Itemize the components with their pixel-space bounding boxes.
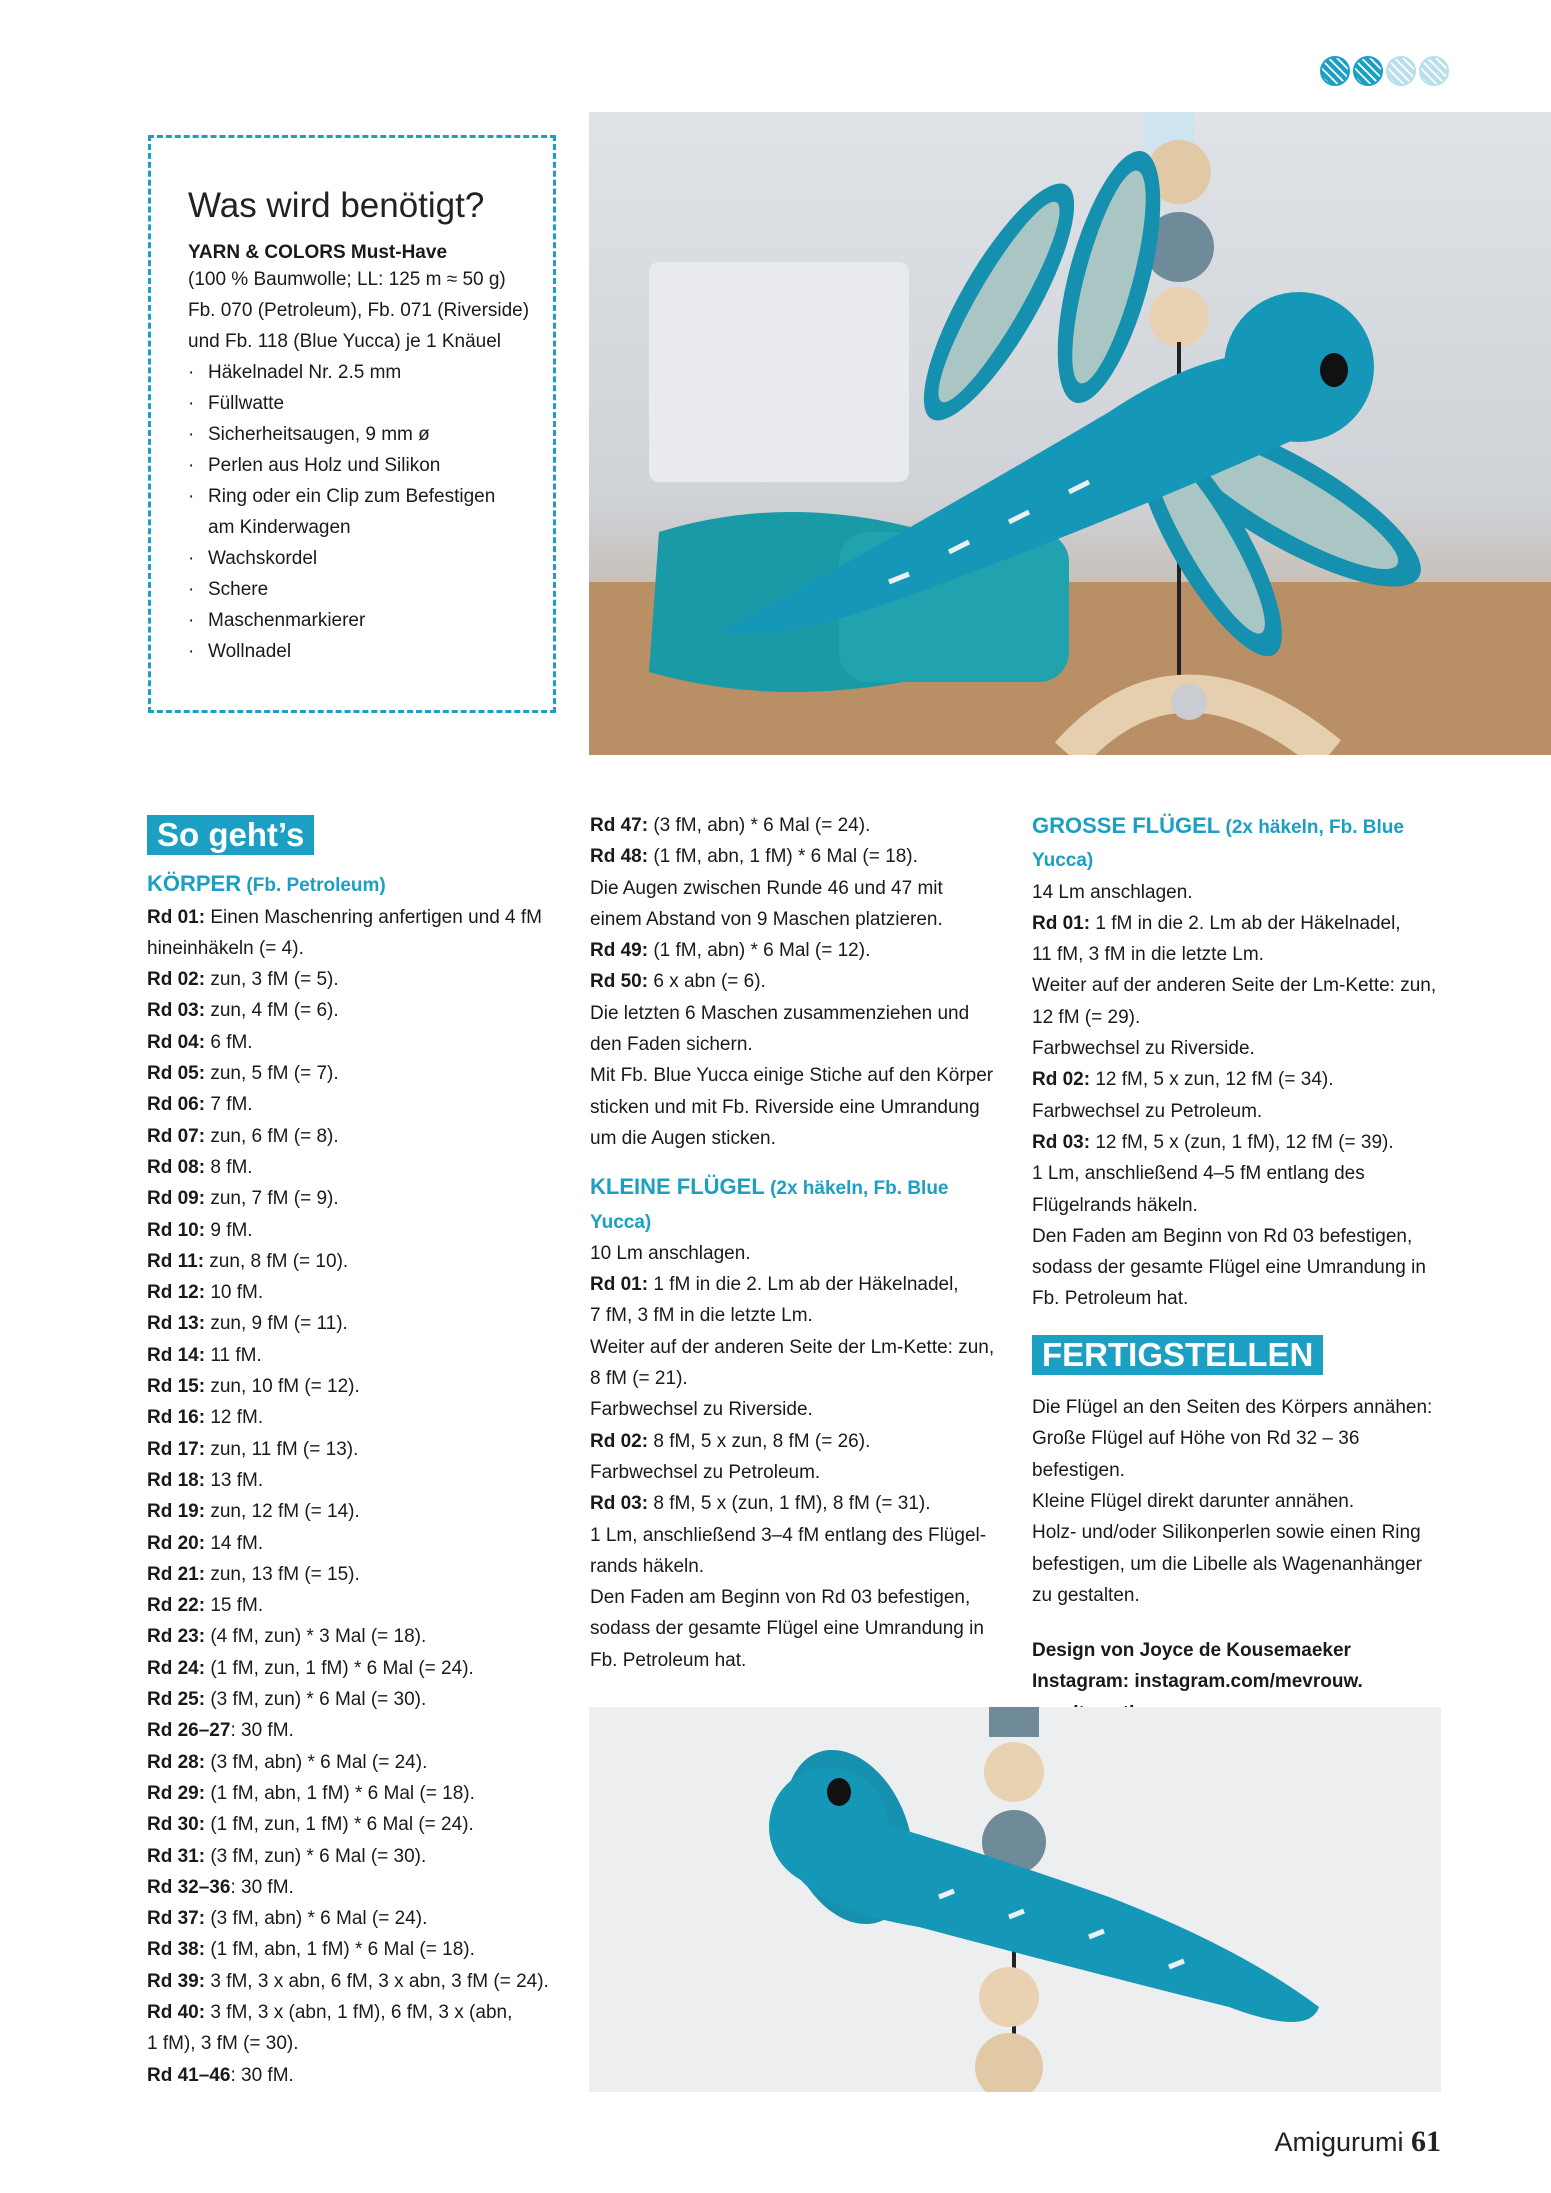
big-wing-note: (2x häkeln, Fb. Blue Yucca) <box>1032 817 1404 872</box>
instruction-row: sodass der gesamte Flügel eine Umrandung in <box>590 1618 984 1640</box>
instruction-row: Rd 02: 8 fM, 5 x zun, 8 fM (= 26). <box>590 1430 871 1452</box>
instruction-row: Rd 01: Einen Maschenring anfertigen und 4 fM <box>147 906 543 928</box>
yarn-ball-icon <box>1353 56 1383 86</box>
instruction-row: 1 Lm, anschließend 3–4 fM entlang des Flügel- <box>590 1524 987 1546</box>
yarn-details <box>151 264 553 357</box>
yarn-ball-icon <box>1419 56 1449 86</box>
instruction-row: Den Faden am Beginn von Rd 03 befestigen, <box>1032 1225 1413 1247</box>
instruction-row: sodass der gesamte Flügel eine Umrandung in <box>1032 1257 1426 1279</box>
body-rows-continued <box>590 810 1010 1154</box>
instruction-row: Rd 18: 13 fM. <box>147 1469 264 1491</box>
materials-list-item: · Wollnadel <box>188 641 292 662</box>
instruction-row: 1 Lm, anschließend 4–5 fM entlang des <box>1032 1163 1365 1185</box>
text-line: Kleine Flügel direkt darunter annähen. <box>1032 1490 1355 1512</box>
instruction-row: Rd 05: zun, 5 fM (= 7). <box>147 1063 339 1085</box>
dragonfly-photo-side <box>589 1707 1441 2092</box>
small-wing-rows <box>590 1238 1010 1676</box>
instruction-row: Rd 03: 12 fM, 5 x (zun, 1 fM), 12 fM (= 39). <box>1032 1131 1394 1153</box>
instruction-row: Rd 20: 14 fM. <box>147 1532 264 1554</box>
instruction-row: Weiter auf der anderen Seite der Lm-Kette: zun, <box>590 1336 995 1358</box>
instruction-row: Fb. Petroleum hat. <box>1032 1288 1189 1310</box>
section-heading-so-gehts: So geht’s <box>147 815 314 855</box>
instruction-row: sticken und mit Fb. Riverside eine Umrandung <box>590 1096 980 1118</box>
instruction-row: Rd 01: 1 fM in die 2. Lm ab der Häkelnadel, <box>590 1274 959 1296</box>
instruction-row: Rd 01: 1 fM in die 2. Lm ab der Häkelnadel, <box>1032 912 1401 934</box>
text-line: zu gestalten. <box>1032 1584 1140 1606</box>
materials-list-item: · Sicherheitsaugen, 9 mm ø <box>188 424 430 445</box>
instruction-row: Rd 47: (3 fM, abn) * 6 Mal (= 24). <box>590 815 871 836</box>
instruction-row: Rd 09: zun, 7 fM (= 9). <box>147 1188 339 1210</box>
text-line: befestigen, um die Libelle als Wagenanhänger <box>1032 1553 1423 1575</box>
instruction-row: Flügelrands häkeln. <box>1032 1194 1198 1216</box>
instruction-row: Fb. Petroleum hat. <box>590 1649 747 1671</box>
instruction-row: Rd 12: 10 fM. <box>147 1282 264 1304</box>
instruction-row: Rd 16: 12 fM. <box>147 1407 264 1429</box>
small-wing-note: (2x häkeln, Fb. Blue Yucca) <box>590 1178 949 1233</box>
instruction-row: Rd 22: 15 fM. <box>147 1595 264 1617</box>
yarn-ball-icon <box>1320 56 1350 86</box>
small-wing-title: KLEINE FLÜGEL <box>590 1174 765 1200</box>
instruction-row: Rd 29: (1 fM, abn, 1 fM) * 6 Mal (= 18). <box>147 1782 475 1804</box>
yarn-line: (100 % Baumwolle; LL: 125 m ≈ 50 g) <box>188 269 506 290</box>
instruction-row: einem Abstand von 9 Maschen platzieren. <box>590 908 943 930</box>
instruction-row: Rd 06: 7 fM. <box>147 1094 253 1116</box>
materials-list-item: · Häkelnadel Nr. 2.5 mm <box>188 362 402 383</box>
instruction-row: Rd 13: zun, 9 fM (= 11). <box>147 1313 348 1335</box>
yarn-ball-icon <box>1386 56 1416 86</box>
instruction-row: 14 Lm anschlagen. <box>1032 881 1193 903</box>
body-rows <box>147 902 567 2091</box>
instruction-row: Die letzten 6 Maschen zusammenziehen und <box>590 1002 970 1024</box>
instruction-row: Rd 50: 6 x abn (= 6). <box>590 971 766 993</box>
instruction-row: Rd 19: zun, 12 fM (= 14). <box>147 1501 360 1523</box>
materials-title: Was wird benötigt? <box>188 186 485 225</box>
instruction-row: Die Augen zwischen Runde 46 und 47 mit <box>590 877 943 899</box>
text-line: Instagram: instagram.com/mevrouw. <box>1032 1671 1363 1693</box>
instructions-column-1 <box>147 815 567 2091</box>
instruction-row: Rd 17: zun, 11 fM (= 13). <box>147 1438 359 1460</box>
yarn-brand: YARN & COLORS Must-Have <box>188 242 448 263</box>
text-line: Design von Joyce de Kousemaeker <box>1032 1640 1351 1662</box>
section-heading-fertigstellen: FERTIGSTELLEN <box>1032 1335 1323 1375</box>
instruction-row: Rd 41–46: 30 fM. <box>147 2064 294 2086</box>
instruction-row: Farbwechsel zu Riverside. <box>590 1399 813 1421</box>
page-number: 61 <box>1411 2125 1441 2158</box>
materials-list-item: · Perlen aus Holz und Silikon <box>188 455 441 476</box>
instruction-row: 8 fM (= 21). <box>590 1368 688 1390</box>
dragonfly-photo <box>589 112 1551 755</box>
instruction-row: Rd 11: zun, 8 fM (= 10). <box>147 1250 349 1272</box>
instruction-row: Mit Fb. Blue Yucca einige Stiche auf den Körper <box>590 1065 994 1087</box>
big-wing-rows <box>1032 877 1452 1315</box>
instruction-row: Rd 24: (1 fM, zun, 1 fM) * 6 Mal (= 24). <box>147 1657 474 1679</box>
instruction-row: Rd 10: 9 fM. <box>147 1219 253 1241</box>
materials-list-item: · Ring oder ein Clip zum Befestigen <box>188 486 496 507</box>
finishing-text <box>1032 1392 1452 1611</box>
big-wing-title: GROSSE FLÜGEL <box>1032 813 1221 838</box>
materials-list-item: · Maschenmarkierer <box>188 610 366 631</box>
materials-box <box>148 135 556 713</box>
instruction-row: Rd 26–27: 30 fM. <box>147 1720 294 1742</box>
instruction-row: Farbwechsel zu Petroleum. <box>590 1461 821 1483</box>
instruction-row: Rd 23: (4 fM, zun) * 3 Mal (= 18). <box>147 1626 427 1648</box>
instruction-row: Rd 25: (3 fM, zun) * 6 Mal (= 30). <box>147 1689 427 1711</box>
body-section-title: KÖRPER <box>147 871 242 897</box>
instruction-row: 7 fM, 3 fM in die letzte Lm. <box>590 1305 813 1327</box>
instruction-row: 11 fM, 3 fM in die letzte Lm. <box>1032 944 1264 966</box>
text-line: Holz- und/oder Silikonperlen sowie einen Ring <box>1032 1522 1421 1544</box>
instruction-row: Rd 31: (3 fM, zun) * 6 Mal (= 30). <box>147 1845 427 1867</box>
instruction-row: rands häkeln. <box>590 1555 705 1577</box>
instruction-row: Rd 14: 11 fM. <box>147 1344 262 1366</box>
text-line: Große Flügel auf Höhe von Rd 32 – 36 befestigen. <box>1032 1428 1360 1481</box>
instruction-row: Rd 03: zun, 4 fM (= 6). <box>147 1000 339 1022</box>
instruction-row: Rd 15: zun, 10 fM (= 12). <box>147 1376 360 1398</box>
instruction-row: Den Faden am Beginn von Rd 03 befestigen, <box>590 1587 971 1609</box>
instruction-row: Farbwechsel zu Riverside. <box>1032 1038 1255 1060</box>
body-section-color: (Fb. Petroleum) <box>246 875 386 897</box>
instruction-row: Rd 07: zun, 6 fM (= 8). <box>147 1125 339 1147</box>
instructions-column-3 <box>1032 810 1452 1729</box>
instruction-row: Rd 37: (3 fM, abn) * 6 Mal (= 24). <box>147 1908 428 1930</box>
instruction-row: Rd 49: (1 fM, abn) * 6 Mal (= 12). <box>590 940 871 962</box>
instruction-row: Weiter auf der anderen Seite der Lm-Kette: zun, <box>1032 975 1437 997</box>
instruction-row: Rd 04: 6 fM. <box>147 1031 253 1053</box>
instruction-row: Rd 32–36: 30 fM. <box>147 1876 294 1898</box>
materials-list <box>151 357 553 667</box>
instruction-row: Rd 08: 8 fM. <box>147 1156 253 1178</box>
page-footer <box>1274 2125 1441 2159</box>
instruction-row: Rd 02: zun, 3 fM (= 5). <box>147 969 339 991</box>
instruction-row: Rd 48: (1 fM, abn, 1 fM) * 6 Mal (= 18). <box>590 846 918 868</box>
yarn-line: Fb. 070 (Petroleum), Fb. 071 (Riverside) <box>188 300 530 321</box>
yarn-line: und Fb. 118 (Blue Yucca) je 1 Knäuel <box>188 331 502 352</box>
instruction-row: den Faden sichern. <box>590 1034 753 1056</box>
instruction-row: Farbwechsel zu Petroleum. <box>1032 1100 1263 1122</box>
materials-list-item: · Füllwatte <box>188 393 285 414</box>
materials-list-item: · Schere <box>188 579 269 600</box>
instruction-row: Rd 03: 8 fM, 5 x (zun, 1 fM), 8 fM (= 31). <box>590 1493 931 1515</box>
instruction-row: 1 fM), 3 fM (= 30). <box>147 2033 299 2055</box>
difficulty-indicator <box>1320 56 1449 86</box>
instruction-row: Rd 21: zun, 13 fM (= 15). <box>147 1563 360 1585</box>
instruction-row: Rd 28: (3 fM, abn) * 6 Mal (= 24). <box>147 1751 428 1773</box>
instruction-row: Rd 30: (1 fM, zun, 1 fM) * 6 Mal (= 24). <box>147 1814 474 1836</box>
instruction-row: um die Augen sticken. <box>590 1127 776 1149</box>
instruction-row: Rd 39: 3 fM, 3 x abn, 6 fM, 3 x abn, 3 fM (= 24). <box>147 1970 549 1992</box>
instruction-row: 12 fM (= 29). <box>1032 1006 1141 1028</box>
instruction-row: 10 Lm anschlagen. <box>590 1242 751 1264</box>
instruction-row: Rd 02: 12 fM, 5 x zun, 12 fM (= 34). <box>1032 1069 1334 1091</box>
instruction-row: Rd 38: (1 fM, abn, 1 fM) * 6 Mal (= 18). <box>147 1939 475 1961</box>
instruction-row: hineinhäkeln (= 4). <box>147 937 304 959</box>
magazine-name: Amigurumi <box>1274 2127 1404 2157</box>
instructions-column-2 <box>590 810 1010 1676</box>
instruction-row: Rd 40: 3 fM, 3 x (abn, 1 fM), 6 fM, 3 x (abn, <box>147 2001 513 2023</box>
materials-list-item: · Wachskordel <box>188 548 318 569</box>
materials-list-item: am Kinderwagen <box>208 517 351 538</box>
text-line: Die Flügel an den Seiten des Körpers annähen: <box>1032 1397 1433 1419</box>
